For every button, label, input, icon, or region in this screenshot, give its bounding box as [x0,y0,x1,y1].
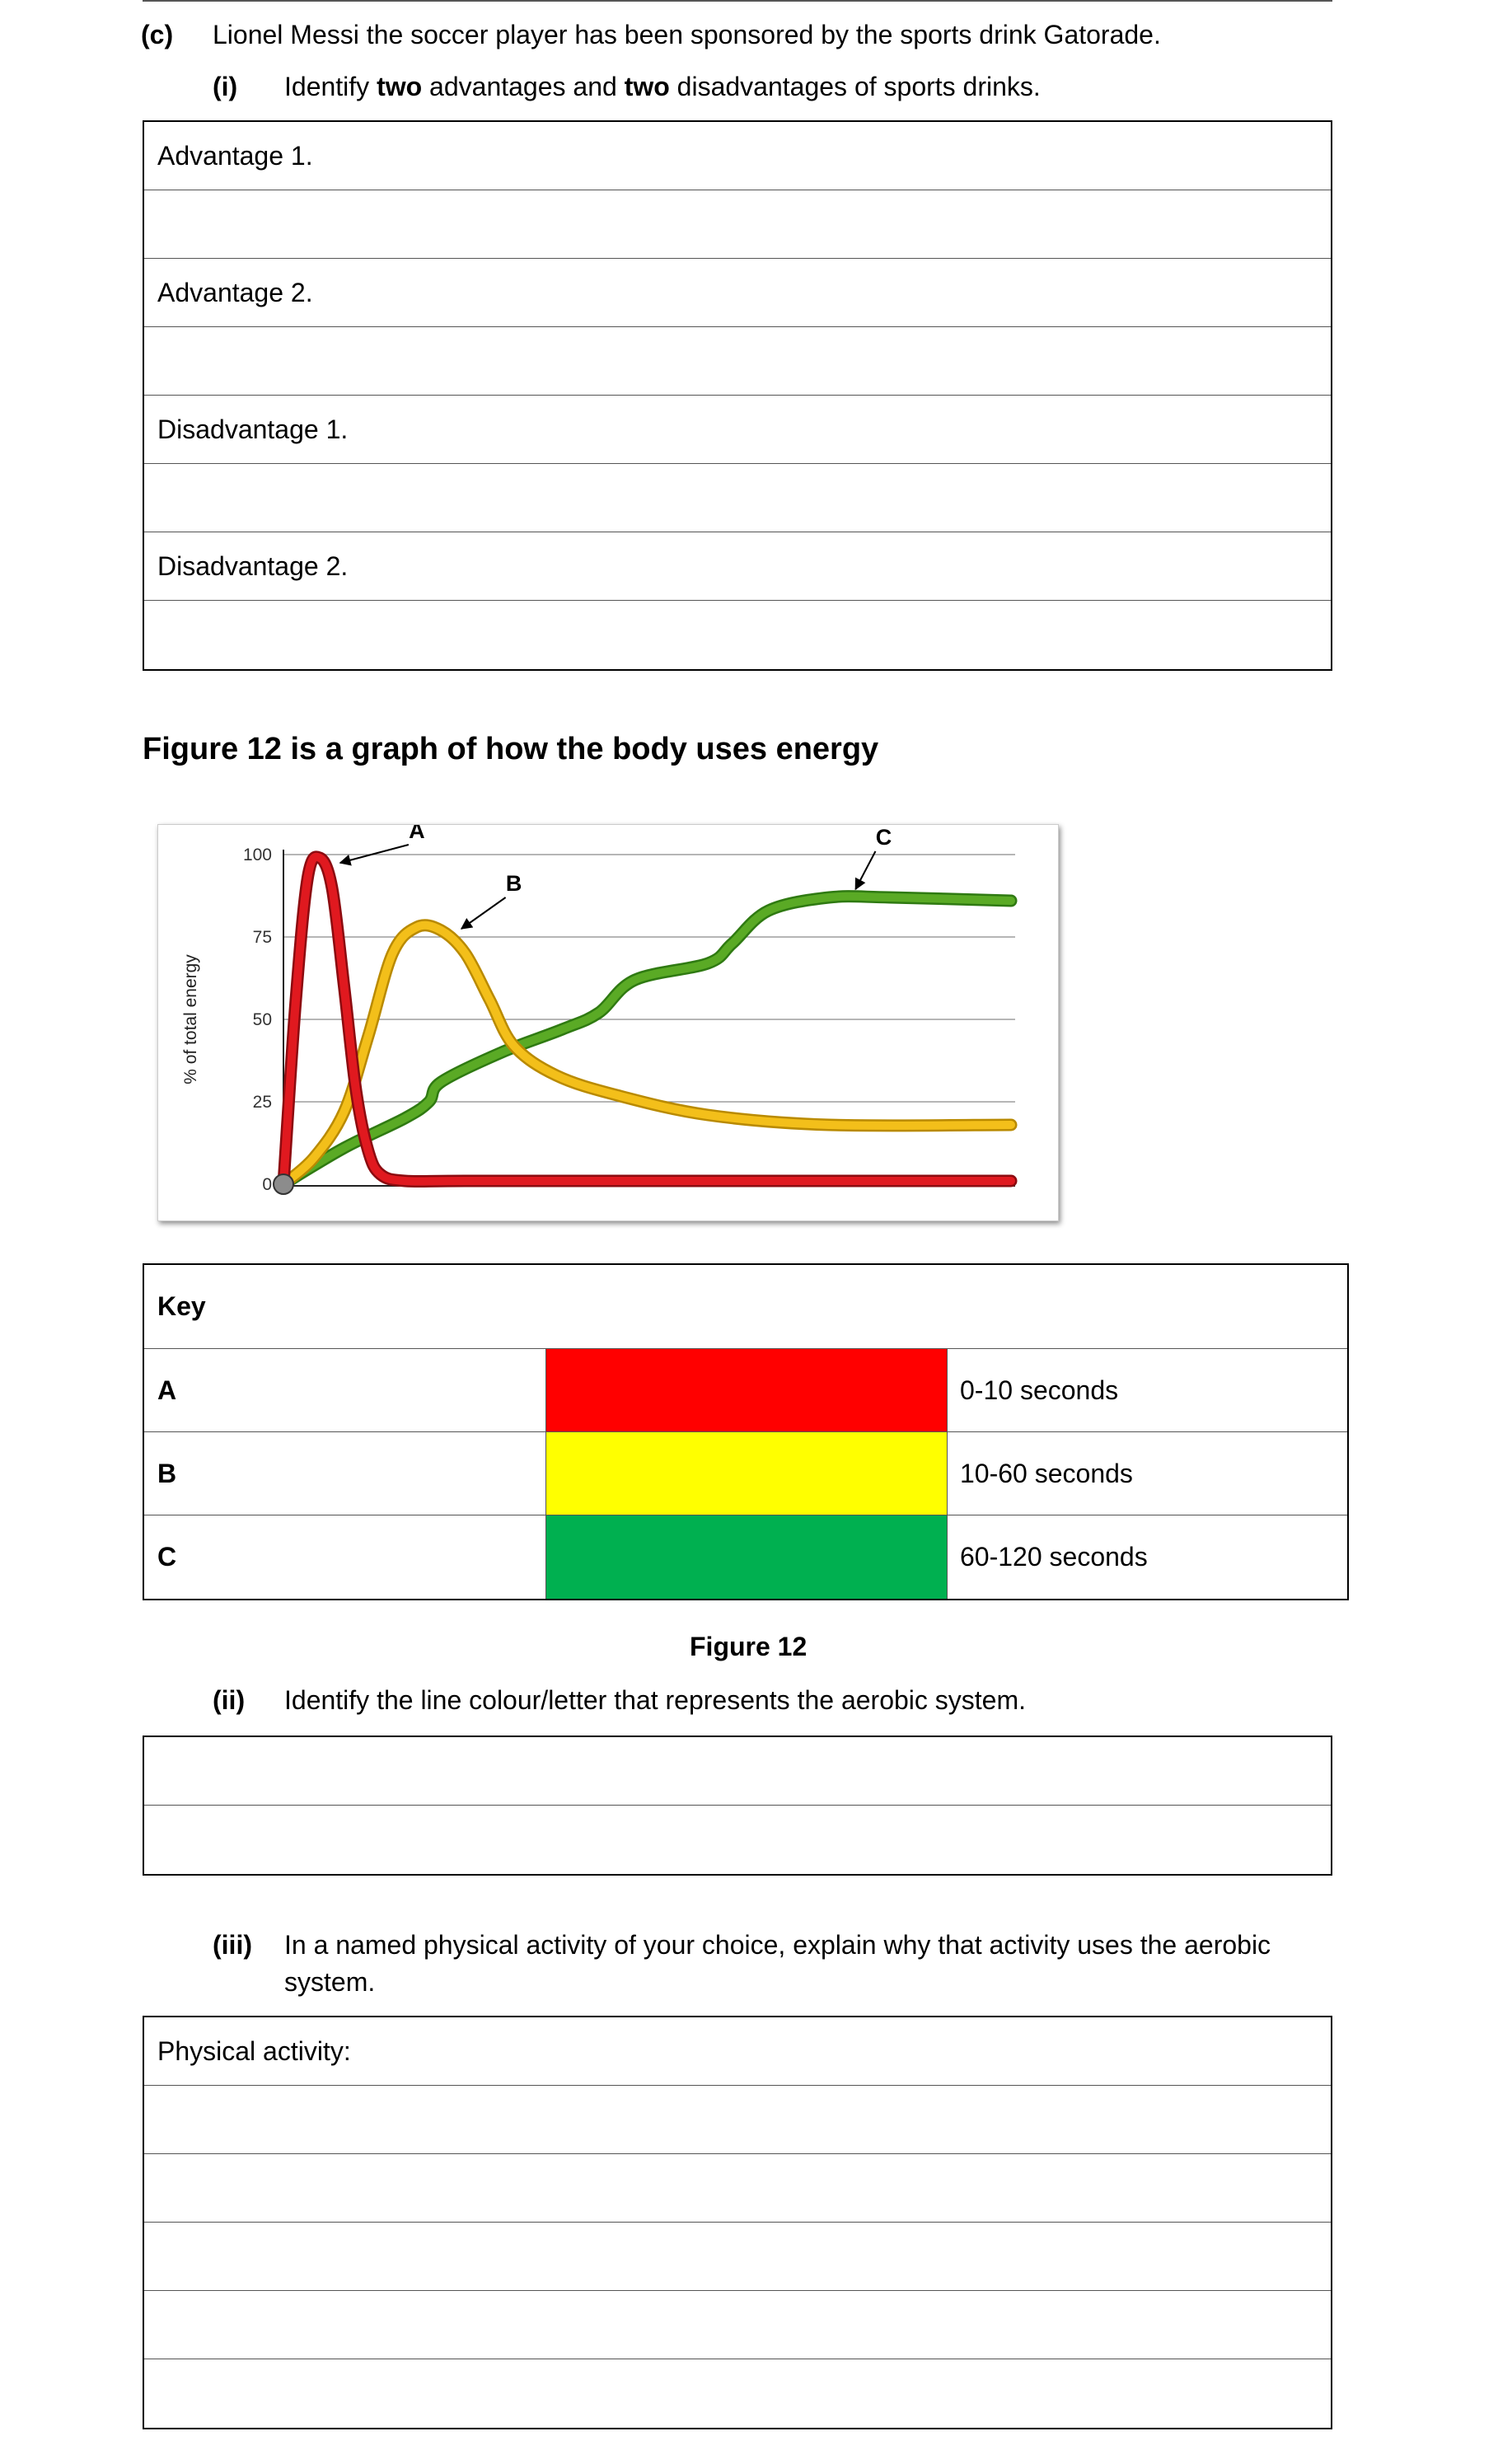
answer-row[interactable]: Advantage 2. [144,259,1331,327]
answer-box-aerobic-line[interactable] [143,1736,1332,1876]
energy-chart [158,825,1058,1220]
y-tick-label: 0 [262,1175,272,1194]
key-title: Key [157,1291,206,1321]
answer-row[interactable] [144,1737,1331,1806]
answer-row[interactable] [144,1806,1331,1874]
answer-row[interactable] [144,327,1331,396]
series-c-arrow [855,851,875,889]
series-a-arrow [340,845,409,863]
answer-row[interactable] [144,464,1331,532]
key-time: 10-60 seconds [960,1458,1133,1488]
part-iii-line2: system. [284,1967,376,1997]
answer-row[interactable] [144,2086,1331,2154]
answer-row[interactable] [144,2223,1331,2291]
series-c-outline [283,897,1011,1184]
series-c-line [283,897,1011,1184]
key-swatch-red [545,1349,948,1431]
key-row-c [144,1515,1347,1599]
answer-row[interactable]: Disadvantage 1. [144,396,1331,464]
part-ii-number: (ii) [213,1685,246,1715]
part-iii-number: (iii) [213,1930,252,1960]
key-swatch-yellow [545,1432,948,1515]
figure-heading: Figure 12 is a graph of how the body uses energy [143,732,879,766]
series-a-outline [283,857,1011,1184]
answer-box-advantages[interactable] [143,120,1332,671]
part-i-number: (i) [213,72,238,101]
answer-row[interactable]: Disadvantage 2. [144,532,1331,601]
key-row-b [144,1432,1347,1515]
key-table [143,1263,1349,1600]
y-tick-label: 25 [252,1093,272,1112]
key-header-row [144,1265,1347,1349]
part-c-text: Lionel Messi the soccer player has been sponsored by the sports drink Gatorade. [213,20,1161,49]
y-tick-label: 100 [242,846,272,864]
series-b-arrow [461,897,506,929]
part-ii-text: Identify the line colour/letter that represents the aerobic system. [284,1685,1027,1715]
key-letter: B [157,1458,177,1488]
series-a-line [283,857,1011,1184]
top-rule [143,0,1332,2]
origin-marker [274,1174,293,1194]
answer-row[interactable]: Physical activity: [144,2017,1331,2086]
key-row-a [144,1349,1347,1432]
series-b-line [283,925,1011,1184]
answer-row[interactable] [144,2291,1331,2359]
part-c-number: (c) [141,20,174,49]
answer-row[interactable] [144,2154,1331,2223]
answer-box-physical-activity[interactable] [143,2016,1332,2429]
series-a-label: A [409,825,425,843]
energy-chart-frame [157,824,1059,1221]
answer-row[interactable] [144,601,1331,669]
answer-row[interactable] [144,190,1331,259]
answer-row[interactable] [144,2359,1331,2428]
key-time: 60-120 seconds [960,1542,1148,1572]
figure-caption: Figure 12 [690,1632,808,1661]
y-tick-label: 75 [252,928,272,947]
key-time: 0-10 seconds [960,1375,1119,1405]
part-i-text: Identify two advantages and two disadvantages of sports drinks. [284,72,1041,101]
key-letter: A [157,1375,177,1405]
series-c-label: C [875,825,892,850]
series-b-label: B [505,871,522,896]
y-axis-label: % of total energy [181,954,200,1084]
y-tick-label: 50 [252,1010,272,1029]
part-iii-line1: In a named physical activity of your choice, explain why that activity uses the aerobic [284,1930,1271,1960]
key-letter: C [157,1542,177,1572]
answer-row[interactable]: Advantage 1. [144,122,1331,190]
key-swatch-green [545,1515,948,1599]
